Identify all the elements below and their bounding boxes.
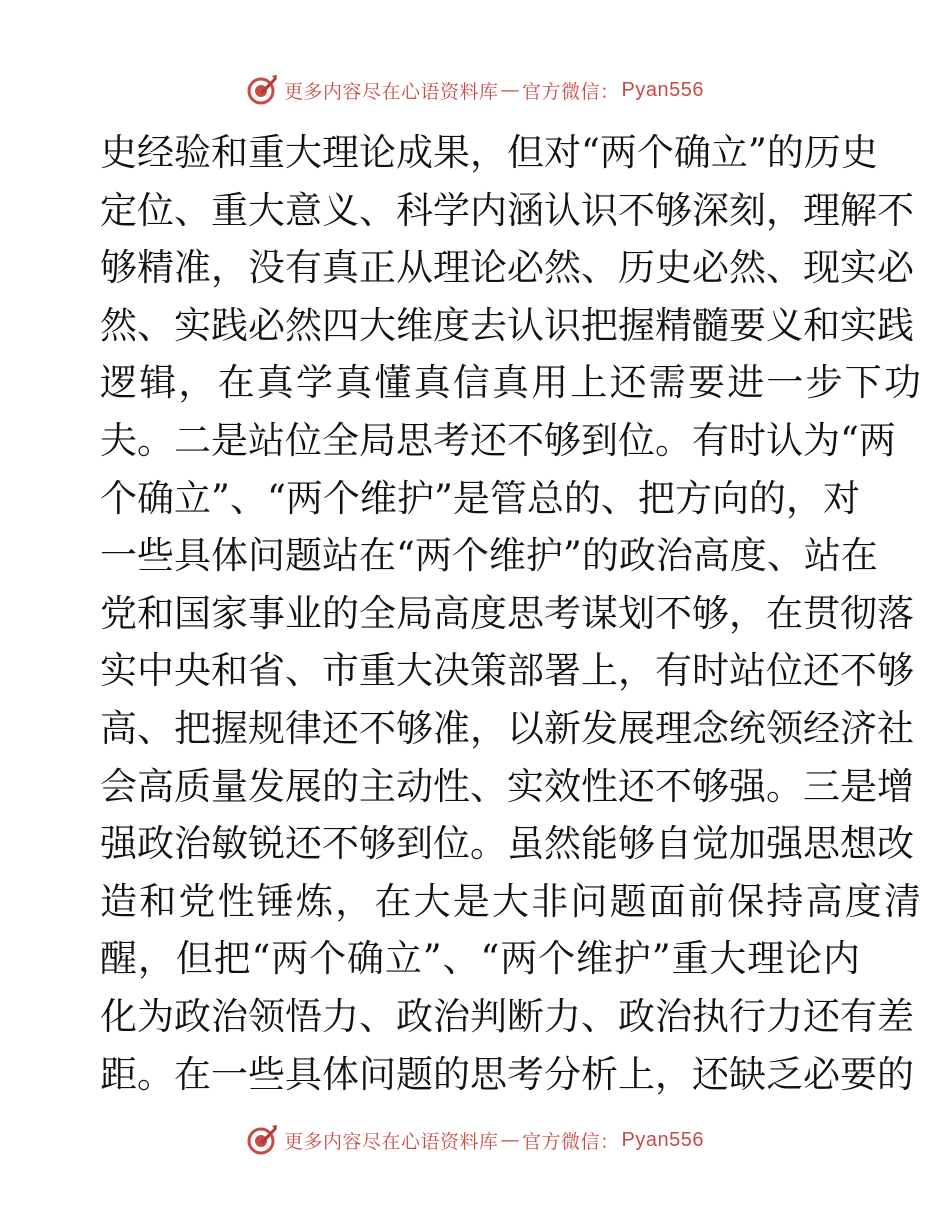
footer-watermark-banner bbox=[0, 1122, 950, 1158]
footer-separator: — bbox=[500, 1129, 521, 1151]
body-line: 够精准，没有真正从理论必然、历史必然、现实必 bbox=[100, 246, 914, 290]
body-line: 史经验和重大理论成果，但对“两个确立”的历史 bbox=[100, 131, 878, 174]
header-watermark-banner bbox=[0, 72, 950, 108]
footer-wechat-label: 官方微信： bbox=[522, 1130, 620, 1153]
body-line: 一些具体问题站在“两个维护”的政治高度、站在 bbox=[100, 534, 878, 578]
body-line: 实中央和省、市重大决策部署上，有时站位还不够 bbox=[100, 649, 914, 693]
body-line: 高、把握规律还不够准，以新发展理念统领经济社 bbox=[100, 706, 914, 750]
body-line: 党和国家事业的全局高度思考谋划不够，在贯彻落 bbox=[100, 591, 914, 635]
body-line: 距。在一些具体问题的思考分析上，还缺乏必要的 bbox=[100, 1052, 914, 1096]
quill-circle-icon bbox=[246, 1124, 278, 1156]
body-line: 定位、重大意义、科学内涵认识不够深刻，理解不 bbox=[100, 188, 914, 232]
body-line: 化为政治领悟力、政治判断力、政治执行力还有差 bbox=[100, 994, 914, 1038]
body-line: 强政治敏锐还不够到位。虽然能够自觉加强思想改 bbox=[100, 822, 914, 866]
body-line: 夫。二是站位全局思考还不够到位。有时认为“两 bbox=[100, 418, 896, 462]
body-line: 会高质量发展的主动性、实效性还不够强。三是增 bbox=[100, 764, 914, 808]
body-line: 造和党性锤炼，在大是大非问题面前保持高度清 bbox=[100, 879, 924, 923]
body-line: 逻辑，在真学真懂真信真用上还需要进一步下功 bbox=[100, 361, 924, 405]
body-paragraph bbox=[100, 124, 924, 1103]
header-wechat-id: Pyan556 bbox=[621, 78, 704, 101]
header-separator: — bbox=[500, 79, 521, 101]
body-line: 然、实践必然四大维度去认识把握精髓要义和实践 bbox=[100, 303, 914, 347]
footer-wechat-id: Pyan556 bbox=[621, 1128, 704, 1151]
body-line: 醒，但把“两个确立”、“两个维护”重大理论内 bbox=[100, 937, 860, 981]
header-wechat-label: 官方微信： bbox=[522, 80, 620, 103]
header-site-text: 更多内容尽在心语资料库 bbox=[284, 80, 499, 103]
body-line: 个确立”、“两个维护”是管总的、把方向的，对 bbox=[100, 476, 860, 520]
quill-circle-icon bbox=[246, 74, 278, 106]
footer-site-text: 更多内容尽在心语资料库 bbox=[284, 1130, 499, 1153]
